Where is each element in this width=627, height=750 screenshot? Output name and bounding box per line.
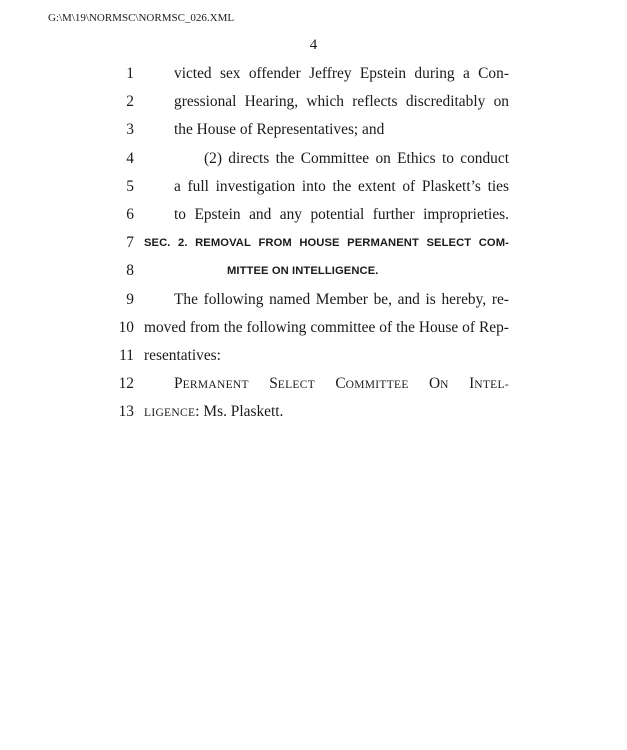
committee-name-continued bbox=[144, 398, 283, 427]
word: ties bbox=[487, 177, 509, 195]
word: to bbox=[441, 149, 454, 167]
word: Ethics bbox=[397, 149, 436, 167]
word: from bbox=[189, 318, 220, 336]
word: PERMANENT bbox=[347, 237, 419, 250]
word: hereby, bbox=[441, 290, 487, 308]
committee-name bbox=[174, 370, 509, 399]
word: into bbox=[301, 177, 326, 195]
word: The bbox=[174, 290, 198, 308]
word: gressional bbox=[174, 93, 237, 111]
word: a bbox=[462, 65, 470, 82]
text-line bbox=[0, 116, 627, 144]
word: FROM bbox=[258, 237, 292, 250]
text-line bbox=[0, 370, 627, 398]
small-caps-word: PERMANENT bbox=[174, 375, 249, 393]
word: investigation bbox=[215, 177, 296, 195]
file-path-header: G:\M\19\NORMSC\NORMSC_026.XML bbox=[48, 12, 235, 24]
small-caps-word: INTEL- bbox=[469, 375, 509, 393]
word: Hearing, bbox=[244, 93, 299, 111]
word: HOUSE bbox=[299, 237, 340, 250]
word: SELECT bbox=[426, 237, 472, 250]
word: which bbox=[306, 93, 344, 111]
word: full bbox=[187, 177, 209, 195]
word: following bbox=[246, 318, 307, 336]
text-line bbox=[0, 60, 627, 88]
word: Committee bbox=[300, 149, 370, 167]
line-text bbox=[174, 60, 509, 88]
line-number: 1 bbox=[126, 65, 134, 82]
word: is bbox=[425, 290, 436, 308]
word: Epstein bbox=[359, 65, 407, 82]
word: House bbox=[418, 318, 459, 336]
line-number: 4 bbox=[126, 149, 134, 167]
text-line bbox=[0, 145, 627, 173]
word: conduct bbox=[460, 149, 509, 167]
word: further bbox=[372, 205, 415, 223]
word: on bbox=[375, 149, 391, 167]
line-number: 11 bbox=[119, 346, 134, 364]
small-caps-word: COMMITTEE bbox=[335, 375, 409, 393]
line-number: 9 bbox=[126, 290, 134, 308]
section-heading-continued: MITTEE ON INTELLIGENCE. bbox=[227, 265, 379, 278]
line-number: 3 bbox=[126, 121, 134, 139]
word: the bbox=[332, 177, 352, 195]
word: Con- bbox=[478, 65, 509, 82]
word: SEC. bbox=[144, 237, 171, 250]
word: named bbox=[269, 290, 311, 308]
word: of bbox=[462, 318, 475, 336]
text-line bbox=[0, 257, 627, 285]
line-text bbox=[174, 88, 509, 116]
word: discreditably bbox=[405, 93, 486, 111]
word: the bbox=[396, 318, 415, 336]
word: extent bbox=[358, 177, 396, 195]
small-caps-text: LIGENCE bbox=[144, 407, 196, 420]
text-line bbox=[0, 398, 627, 426]
line-number: 2 bbox=[126, 93, 134, 111]
word: (2) bbox=[204, 149, 222, 167]
word: 2. bbox=[178, 237, 188, 250]
word: COM- bbox=[478, 237, 509, 250]
line-number: 13 bbox=[118, 403, 134, 421]
line-text bbox=[174, 286, 509, 314]
word: directs bbox=[228, 149, 270, 167]
word: REMOVAL bbox=[195, 237, 251, 250]
word: Plaskett’s bbox=[421, 177, 481, 195]
text-line bbox=[0, 88, 627, 116]
word: moved bbox=[144, 318, 186, 336]
text-line bbox=[0, 173, 627, 201]
word: Epstein bbox=[194, 205, 241, 223]
word: Rep- bbox=[478, 318, 509, 336]
line-number: 7 bbox=[126, 234, 134, 252]
text-line bbox=[0, 229, 627, 257]
word: and bbox=[249, 205, 272, 223]
word: sex bbox=[219, 65, 241, 82]
word: potential bbox=[310, 205, 365, 223]
text-line bbox=[0, 314, 627, 342]
word: on bbox=[493, 93, 509, 111]
small-caps-word: SELECT bbox=[269, 375, 316, 393]
bill-text-body bbox=[0, 60, 627, 426]
text-line bbox=[0, 201, 627, 229]
line-number: 6 bbox=[126, 205, 134, 223]
word: improprieties. bbox=[423, 205, 509, 223]
word: any bbox=[279, 205, 302, 223]
line-text: resentatives: bbox=[144, 346, 221, 364]
word: be, bbox=[373, 290, 392, 308]
word: the bbox=[223, 318, 243, 336]
word: of bbox=[379, 318, 393, 336]
word: a bbox=[174, 177, 181, 195]
word: committee bbox=[310, 318, 376, 336]
word: Member bbox=[315, 290, 368, 308]
word: Jeffrey bbox=[309, 65, 352, 82]
line-text bbox=[174, 173, 509, 201]
line-number: 12 bbox=[118, 375, 134, 393]
line-number: 8 bbox=[126, 262, 134, 280]
section-heading bbox=[144, 229, 509, 257]
line-number: 5 bbox=[126, 177, 134, 195]
line-text bbox=[174, 201, 509, 229]
word: offender bbox=[248, 65, 301, 82]
line-number: 10 bbox=[118, 318, 134, 336]
page-number: 4 bbox=[309, 37, 318, 53]
line-text bbox=[144, 314, 509, 342]
word: of bbox=[402, 177, 416, 195]
text-line bbox=[0, 342, 627, 370]
word: reflects bbox=[352, 93, 398, 111]
word: the bbox=[275, 149, 295, 167]
word: to bbox=[174, 205, 186, 223]
text-line bbox=[0, 286, 627, 314]
line-text: the House of Representatives; and bbox=[174, 121, 385, 139]
small-caps-word: ON bbox=[429, 375, 449, 393]
line-text bbox=[204, 145, 509, 173]
word: and bbox=[397, 290, 420, 308]
word: re- bbox=[491, 290, 509, 308]
member-name: : Ms. Plaskett. bbox=[195, 403, 284, 421]
word: during bbox=[414, 65, 455, 82]
word: following bbox=[203, 290, 264, 308]
word: victed bbox=[174, 65, 212, 82]
